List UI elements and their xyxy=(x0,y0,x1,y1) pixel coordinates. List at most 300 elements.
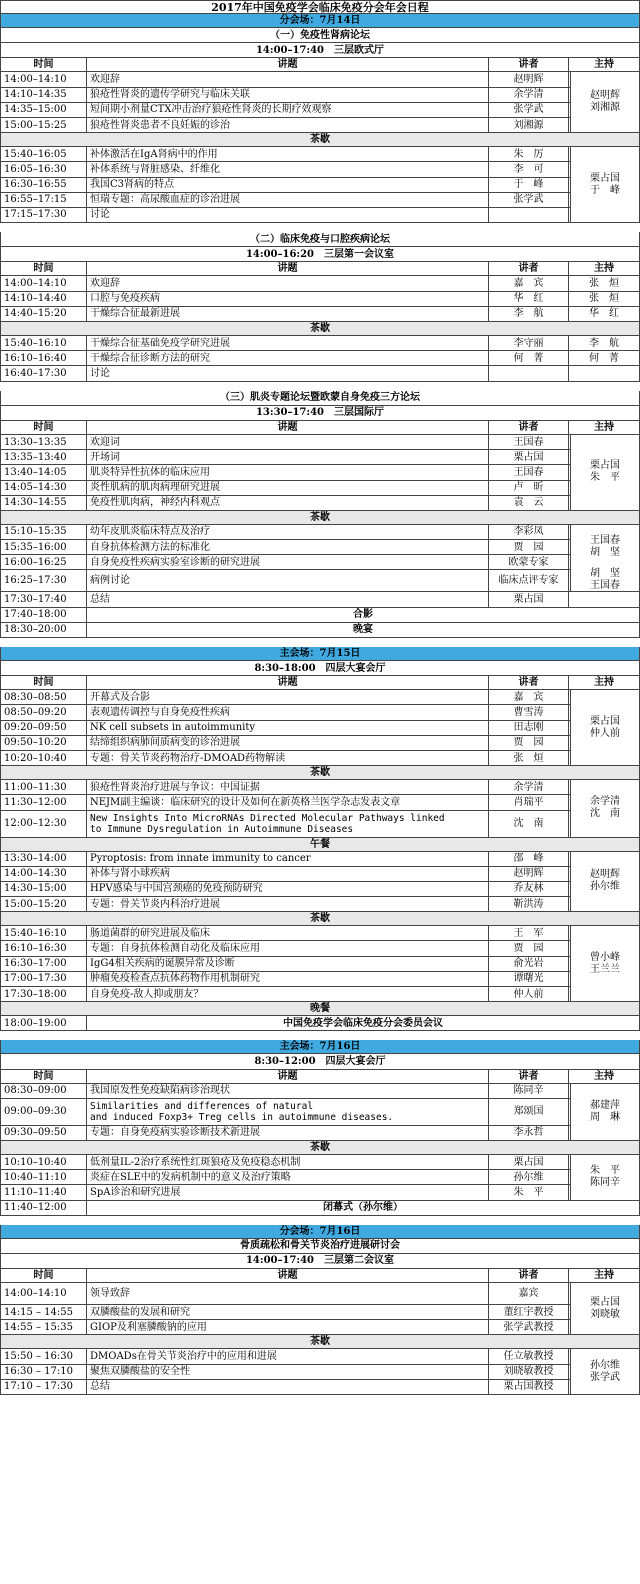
talk-group xyxy=(0,592,640,607)
time-cell: 10:10–10:40 xyxy=(1,1155,87,1169)
speaker-cell: 贾 园 xyxy=(489,941,569,955)
time-cell: 09:00–09:30 xyxy=(1,1099,87,1125)
speaker-cell: 张学武教授 xyxy=(489,1320,569,1334)
speaker-cell: 王国春 xyxy=(489,435,569,449)
speaker-cell: 于 峰 xyxy=(489,178,569,192)
speaker-cell: 刘湘源 xyxy=(489,118,569,132)
table-row xyxy=(0,811,640,838)
table-row xyxy=(0,570,640,592)
break-row-text: 茶歇 xyxy=(310,1336,330,1348)
time-cell: 12:00–12:30 xyxy=(1,811,87,837)
table-row xyxy=(0,1155,640,1170)
speaker-cell: 张 烜 xyxy=(489,751,569,765)
speaker-cell: 乔友林 xyxy=(489,882,569,896)
table-row xyxy=(0,450,640,465)
talk-group xyxy=(0,780,640,837)
time-cell: 14:00–14:10 xyxy=(1,276,87,290)
topic-cell: 欢迎辞 xyxy=(87,72,489,86)
header-cell: 讲者 xyxy=(489,58,569,71)
topic-cell: 讨论 xyxy=(87,366,489,380)
time-cell: 15:35–16:00 xyxy=(1,540,87,554)
table-row xyxy=(0,465,640,480)
break-row xyxy=(0,912,640,926)
speaker-cell: 肖瑞平 xyxy=(489,795,569,809)
break-row-text: 茶歇 xyxy=(310,323,330,334)
break-row-text: 茶歇 xyxy=(310,767,330,779)
time-cell: 17:00–17:30 xyxy=(1,972,87,986)
table-row xyxy=(0,307,640,322)
table-row xyxy=(0,705,640,720)
header-cell: 讲者 xyxy=(489,1269,569,1282)
speaker-cell: 谭曙光 xyxy=(489,972,569,986)
speaker-cell: 栗占国 xyxy=(489,592,569,606)
forum-title xyxy=(0,1239,640,1254)
time-cell: 13:40–14:05 xyxy=(1,465,87,479)
talk-group xyxy=(0,72,640,133)
break-row-text: 茶歇 xyxy=(310,134,330,146)
time-cell: 17:30–17:40 xyxy=(1,592,87,606)
time-cell: 16:10–16:30 xyxy=(1,941,87,955)
time-cell: 11:30–12:00 xyxy=(1,795,87,809)
break-row xyxy=(0,1335,640,1349)
time-cell: 15:40–16:10 xyxy=(1,336,87,350)
speaker-cell: 任立敏教授 xyxy=(489,1349,569,1363)
forum-title-text: （一）免疫性肾病论坛 xyxy=(270,29,370,41)
host-names: 栗占国 刘晓敏 xyxy=(570,1283,639,1334)
section-spacer xyxy=(0,382,640,391)
host-cell xyxy=(569,366,639,380)
speaker-cell: 张学武 xyxy=(489,193,569,207)
table-row xyxy=(0,987,640,1002)
header-cell: 主持 xyxy=(594,421,614,433)
topic-cell: IgG4相关疾病的诞膜异常及诊断 xyxy=(87,957,489,971)
topic-cell: 炎性肌病的肌肉病理研究进展 xyxy=(87,481,489,495)
topic-cell: 补体与肾小球疾病 xyxy=(87,867,489,881)
tail-row xyxy=(0,1201,640,1216)
section-spacer xyxy=(0,638,640,647)
topic-cell: 开幕式及合影 xyxy=(87,690,489,704)
time-cell: 13:30–14:00 xyxy=(1,852,87,866)
table-row xyxy=(0,690,640,705)
speaker-cell: 邵 峰 xyxy=(489,852,569,866)
topic-cell: 狼疮性肾炎的遗传学研究与临床关联 xyxy=(87,88,489,102)
topic-cell: 低剂量IL-2治疗系统性红斑狼疮及免疫稳态机制 xyxy=(87,1155,489,1169)
session-time-place xyxy=(0,661,640,676)
tail-text: 合影 xyxy=(353,609,373,621)
tail-text: 中国免疫学会临床免疫分会委员会议 xyxy=(283,1017,443,1029)
break-row-text: 晚餐 xyxy=(310,1003,330,1015)
day-banner-text: 分会场：7月16日 xyxy=(279,1225,361,1237)
host-cell: 李 航 xyxy=(589,337,619,349)
header-cell: 时间 xyxy=(1,262,87,275)
host-cell: 华 红 xyxy=(589,308,619,320)
table-row xyxy=(0,926,640,941)
header-cell: 讲者 xyxy=(489,1070,569,1083)
host-names: 曾小峰 王兰兰 xyxy=(570,926,639,1001)
day-banner-text: 主会场：7月16日 xyxy=(279,1041,361,1053)
time-cell: 14:00–14:10 xyxy=(1,72,87,86)
table-header xyxy=(0,262,640,276)
table-row xyxy=(0,780,640,795)
topic-cell: 总结 xyxy=(87,1380,489,1394)
header-cell: 讲者 xyxy=(489,676,569,689)
time-cell: 14:15 – 14:55 xyxy=(1,1305,87,1319)
break-row xyxy=(0,133,640,147)
talk-group xyxy=(0,525,640,593)
topic-cell: 免疫性肌肉病，神经内科观点 xyxy=(87,496,489,510)
header-cell: 主持 xyxy=(594,1270,614,1282)
speaker-cell: 李 可 xyxy=(489,162,569,176)
session-time-place-text: 14:00–17:40 三层欧式厅 xyxy=(255,44,385,56)
topic-cell: NEJM副主编谈：临床研究的设计及如何在新英格兰医学杂志发表文章 xyxy=(87,795,489,809)
session-time-place xyxy=(0,1054,640,1069)
talk-group xyxy=(0,435,640,511)
speaker-cell xyxy=(489,366,569,380)
talk-group xyxy=(0,147,640,223)
time-cell: 16:05–16:30 xyxy=(1,162,87,176)
table-row xyxy=(0,882,640,897)
table-row xyxy=(0,292,640,307)
topic-cell: 开场词 xyxy=(87,450,489,464)
table-header xyxy=(0,676,640,690)
table-row xyxy=(0,592,640,607)
speaker-cell: 贾 园 xyxy=(489,736,569,750)
talk-group xyxy=(0,926,640,1002)
topic-cell: 病例讨论 xyxy=(87,570,489,591)
time-cell: 14:40–15:20 xyxy=(1,307,87,321)
table-row xyxy=(0,366,640,381)
header-cell: 时间 xyxy=(1,58,87,71)
header-cell: 讲题 xyxy=(87,58,489,71)
speaker-cell: 田志刚 xyxy=(489,721,569,735)
table-row xyxy=(0,1320,640,1335)
table-row xyxy=(0,941,640,956)
host-names: 王国春 胡 坚 xyxy=(570,525,639,569)
topic-cell: 肠道菌群的研究进展及临床 xyxy=(87,926,489,940)
time-cell: 15:10–15:35 xyxy=(1,525,87,539)
topic-cell: 肿瘤免疫检查点抗体药物作用机制研究 xyxy=(87,972,489,986)
table-row xyxy=(0,957,640,972)
day-banner xyxy=(0,14,640,28)
topic-cell: 自身免疫性疾病实验室诊断的研究进展 xyxy=(87,555,489,569)
table-row xyxy=(0,1283,640,1305)
topic-cell: 聚焦双膦酸盐的安全性 xyxy=(87,1365,489,1379)
speaker-cell: 王 军 xyxy=(489,926,569,940)
speaker-cell: 李 航 xyxy=(489,307,569,321)
day-banner-text: 主会场：7月15日 xyxy=(279,648,361,659)
table-row xyxy=(0,276,640,291)
tail-text: 闭幕式（孙尔维） xyxy=(323,1202,403,1214)
speaker-cell: 卢 昕 xyxy=(489,481,569,495)
session-time-place xyxy=(0,1254,640,1269)
table-row xyxy=(0,721,640,736)
header-cell: 主持 xyxy=(594,59,614,71)
table-row xyxy=(0,1305,640,1320)
forum-title xyxy=(0,28,640,43)
speaker-cell: 临床点评专家 xyxy=(489,570,569,591)
speaker-cell: 朱 平 xyxy=(489,1185,569,1199)
topic-cell: DMOADs在骨关节炎治疗中的应用和进展 xyxy=(87,1349,489,1363)
speaker-cell: 朱 厉 xyxy=(489,147,569,161)
break-row-text: 茶歇 xyxy=(310,913,330,925)
talk-group xyxy=(0,1283,640,1335)
time-cell: 14:00–14:10 xyxy=(1,1283,87,1304)
time-cell: 14:10–14:40 xyxy=(1,292,87,306)
time-cell: 11:40–12:00 xyxy=(1,1201,87,1215)
page-title xyxy=(0,0,640,14)
time-cell: 18:00–19:00 xyxy=(1,1016,87,1030)
table-row xyxy=(0,88,640,103)
section-spacer xyxy=(0,1031,640,1040)
speaker-cell: 袁 云 xyxy=(489,496,569,510)
time-cell: 16:25–17:30 xyxy=(1,570,87,591)
time-cell: 16:00–16:25 xyxy=(1,555,87,569)
table-row xyxy=(0,555,640,570)
header-cell: 讲题 xyxy=(87,421,489,434)
day-banner xyxy=(0,1040,640,1054)
speaker-cell: 仲人前 xyxy=(489,987,569,1001)
table-row xyxy=(0,435,640,450)
time-cell: 16:55–17:15 xyxy=(1,193,87,207)
header-cell: 讲题 xyxy=(87,1269,489,1282)
header-cell: 时间 xyxy=(1,1070,87,1083)
table-row xyxy=(0,103,640,118)
speaker-cell: 孙尔维 xyxy=(489,1170,569,1184)
table-row xyxy=(0,1185,640,1200)
topic-cell: 狼疮性肾炎治疗进展与争议：中国证据 xyxy=(87,780,489,794)
topic-cell: 总结 xyxy=(87,592,489,606)
topic-cell: 我国C3肾病的特点 xyxy=(87,178,489,192)
time-cell: 17:10 – 17:30 xyxy=(1,1380,87,1394)
topic-cell: 自身免疫-敌人抑或朋友？ xyxy=(87,987,489,1001)
table-row xyxy=(0,1170,640,1185)
host-names: 栗占国 朱 平 xyxy=(570,435,639,510)
session-time-place-text: 13:30–17:40 三层国际厅 xyxy=(255,407,385,419)
speaker-cell: 赵明辉 xyxy=(489,72,569,86)
table-row xyxy=(0,208,640,223)
speaker-cell: 华 红 xyxy=(489,292,569,306)
table-row xyxy=(0,496,640,511)
tail-row xyxy=(0,608,640,623)
topic-cell: 口腔与免疫疾病 xyxy=(87,292,489,306)
table-header xyxy=(0,1269,640,1283)
forum-title-text: （二）临床免疫与口腔疾病论坛 xyxy=(250,233,390,245)
table-row xyxy=(0,795,640,810)
time-cell: 15:40–16:05 xyxy=(1,147,87,161)
speaker-cell: 余学清 xyxy=(489,88,569,102)
table-row xyxy=(0,1349,640,1364)
speaker-cell: 嘉 宾 xyxy=(489,690,569,704)
session-time-place xyxy=(0,43,640,58)
header-cell: 时间 xyxy=(1,676,87,689)
topic-cell: 狼疮性肾炎患者不良妊娠的诊治 xyxy=(87,118,489,132)
header-cell: 讲者 xyxy=(489,262,569,275)
header-cell: 主持 xyxy=(594,677,614,689)
topic-cell: 专题：骨关节炎药物治疗-DMOAD药物解读 xyxy=(87,751,489,765)
speaker-cell: 赵明辉 xyxy=(489,867,569,881)
header-cell: 讲题 xyxy=(87,262,489,275)
session-time-place-text: 8:30–12:00 四层大宴会厅 xyxy=(254,1055,386,1067)
time-cell: 10:20–10:40 xyxy=(1,751,87,765)
table-row xyxy=(0,162,640,177)
tail-text: 晚宴 xyxy=(353,624,373,636)
header-cell: 主持 xyxy=(594,263,614,275)
time-cell: 17:40–18:00 xyxy=(1,608,87,622)
table-row xyxy=(0,72,640,87)
time-cell: 14:30–14:55 xyxy=(1,496,87,510)
topic-cell: Similarities and differences of natural and induced Foxp3+ Treg cells in autoimmune diseases. xyxy=(87,1099,489,1125)
topic-cell: 幼年皮肌炎临床特点及治疗 xyxy=(87,525,489,539)
table-row xyxy=(0,852,640,867)
table-row xyxy=(0,897,640,912)
break-row xyxy=(0,322,640,336)
time-cell: 08:30–09:00 xyxy=(1,1084,87,1098)
speaker-cell: 嘉 宾 xyxy=(489,276,569,290)
speaker-cell: 俞光岩 xyxy=(489,957,569,971)
topic-cell: 讨论 xyxy=(87,208,489,222)
speaker-cell: 靳洪涛 xyxy=(489,897,569,911)
speaker-cell xyxy=(489,208,569,222)
topic-cell: 干燥综合征诊断方法的研究 xyxy=(87,351,489,365)
speaker-cell: 沈 南 xyxy=(489,811,569,837)
host-names: 朱 平 陈同辛 xyxy=(570,1155,639,1200)
time-cell: 16:40–17:30 xyxy=(1,366,87,380)
speaker-cell: 何 菁 xyxy=(489,351,569,365)
host-names: 胡 坚 王国春 xyxy=(570,568,639,591)
speaker-cell: 贾 园 xyxy=(489,540,569,554)
time-cell: 15:00–15:20 xyxy=(1,897,87,911)
topic-cell: Pyroptosis: from innate immunity to cancer xyxy=(87,852,489,866)
time-cell: 16:10–16:40 xyxy=(1,351,87,365)
break-row xyxy=(0,838,640,852)
page-title-text: 2017年中国免疫学会临床免疫分会年会日程 xyxy=(211,1,429,13)
time-cell: 13:30–13:35 xyxy=(1,435,87,449)
talk-group xyxy=(0,276,640,322)
session-time-place-text: 8:30–18:00 四层大宴会厅 xyxy=(254,662,386,674)
topic-cell: 干燥综合征最新进展 xyxy=(87,307,489,321)
time-cell: 17:30–18:00 xyxy=(1,987,87,1001)
topic-cell: 肌炎特异性抗体的临床应用 xyxy=(87,465,489,479)
time-cell: 10:40–11:10 xyxy=(1,1170,87,1184)
table-row xyxy=(0,147,640,162)
topic-cell: NK cell subsets in autoimmunity xyxy=(87,721,489,735)
time-cell: 14:30–15:00 xyxy=(1,882,87,896)
time-cell: 16:30–16:55 xyxy=(1,178,87,192)
topic-cell: 炎症在SLE中的发病机制中的意义及治疗策略 xyxy=(87,1170,489,1184)
speaker-cell: 郑颂国 xyxy=(489,1099,569,1125)
time-cell: 16:30 – 17:10 xyxy=(1,1365,87,1379)
time-cell: 14:35–15:00 xyxy=(1,103,87,117)
speaker-cell: 欧蒙专家 xyxy=(489,555,569,569)
table-row xyxy=(0,1126,640,1141)
talk-group xyxy=(0,1155,640,1201)
host-names: 赵明辉 刘湘源 xyxy=(570,72,639,132)
topic-cell: 专题：骨关节炎内科治疗进展 xyxy=(87,897,489,911)
table-header xyxy=(0,421,640,435)
break-row xyxy=(0,1141,640,1155)
host-names: 孙尔维 张学武 xyxy=(570,1349,639,1394)
time-cell: 14:55 – 15:35 xyxy=(1,1320,87,1334)
topic-cell: 表观遗传调控与自身免疫性疾病 xyxy=(87,705,489,719)
forum-title-text: 骨质疏松和骨关节炎治疗进展研讨会 xyxy=(240,1240,400,1252)
forum-title xyxy=(0,232,640,247)
host-names: 赵明辉 孙尔维 xyxy=(570,852,639,912)
table-row xyxy=(0,336,640,351)
time-cell: 08:50–09:20 xyxy=(1,705,87,719)
break-row-text: 茶歇 xyxy=(310,511,330,523)
host-cell xyxy=(569,592,639,606)
time-cell: 13:35–13:40 xyxy=(1,450,87,464)
topic-cell: 自身抗体检测方法的标准化 xyxy=(87,540,489,554)
table-row xyxy=(0,751,640,766)
host-cell: 张 烜 xyxy=(589,278,619,290)
time-cell: 16:30–17:00 xyxy=(1,957,87,971)
speaker-cell: 栗占国教授 xyxy=(489,1380,569,1394)
time-cell: 08:30–08:50 xyxy=(1,690,87,704)
host-names: 郝建萍 周 琳 xyxy=(570,1084,639,1140)
time-cell: 15:00–15:25 xyxy=(1,118,87,132)
section-spacer xyxy=(0,1216,640,1225)
forum-title-text: （三）肌炎专题论坛暨欧蒙自身免疫三方论坛 xyxy=(220,392,420,404)
session-time-place xyxy=(0,247,640,262)
speaker-cell: 栗占国 xyxy=(489,450,569,464)
topic-cell: 干燥综合征基础免疫学研究进展 xyxy=(87,336,489,350)
talk-group xyxy=(0,852,640,913)
time-cell: 09:30–09:50 xyxy=(1,1126,87,1140)
talk-group xyxy=(0,1349,640,1395)
table-row xyxy=(0,178,640,193)
speaker-cell: 曹雪涛 xyxy=(489,705,569,719)
speaker-cell: 李永哲 xyxy=(489,1126,569,1140)
table-row xyxy=(0,972,640,987)
speaker-cell: 嘉宾 xyxy=(489,1283,569,1304)
time-cell: 17:15–17:30 xyxy=(1,208,87,222)
time-cell: 11:00–11:30 xyxy=(1,780,87,794)
topic-cell: 补体激活在IgA肾病中的作用 xyxy=(87,147,489,161)
header-cell: 时间 xyxy=(1,1269,87,1282)
break-row xyxy=(0,766,640,780)
topic-cell: 结缔组织病肺间质病变的诊治进展 xyxy=(87,736,489,750)
topic-cell: 双膦酸盐的发展和研究 xyxy=(87,1305,489,1319)
host-names: 栗占国 仲人前 xyxy=(570,690,639,765)
table-row xyxy=(0,1099,640,1126)
table-row xyxy=(0,540,640,555)
break-row xyxy=(0,1002,640,1016)
topic-cell: 专题：自身抗体检测自动化及临床应用 xyxy=(87,941,489,955)
session-time-place xyxy=(0,406,640,421)
table-row xyxy=(0,118,640,133)
table-row xyxy=(0,193,640,208)
time-cell: 09:20–09:50 xyxy=(1,721,87,735)
break-row-text: 茶歇 xyxy=(310,1141,330,1153)
speaker-cell: 张学武 xyxy=(489,103,569,117)
table-row xyxy=(0,1084,640,1099)
topic-cell: 专题：自身免疫病实验诊断技术新进展 xyxy=(87,1126,489,1140)
time-cell: 14:10–14:35 xyxy=(1,88,87,102)
topic-cell: 恒瑞专题：高尿酸血症的诊治进展 xyxy=(87,193,489,207)
speaker-cell: 陈同辛 xyxy=(489,1084,569,1098)
table-row xyxy=(0,481,640,496)
table-header xyxy=(0,58,640,72)
topic-cell: SpA诊治和研究进展 xyxy=(87,1185,489,1199)
table-row xyxy=(0,867,640,882)
time-cell: 14:00–14:30 xyxy=(1,867,87,881)
topic-cell: GIOP及利塞膦酸钠的应用 xyxy=(87,1320,489,1334)
topic-cell: 我国原发性免疫缺陷病诊治现状 xyxy=(87,1084,489,1098)
day-banner xyxy=(0,1225,640,1239)
speaker-cell: 王国春 xyxy=(489,465,569,479)
topic-cell: HPV感染与中国宫颈癌的免疫预防研究 xyxy=(87,882,489,896)
